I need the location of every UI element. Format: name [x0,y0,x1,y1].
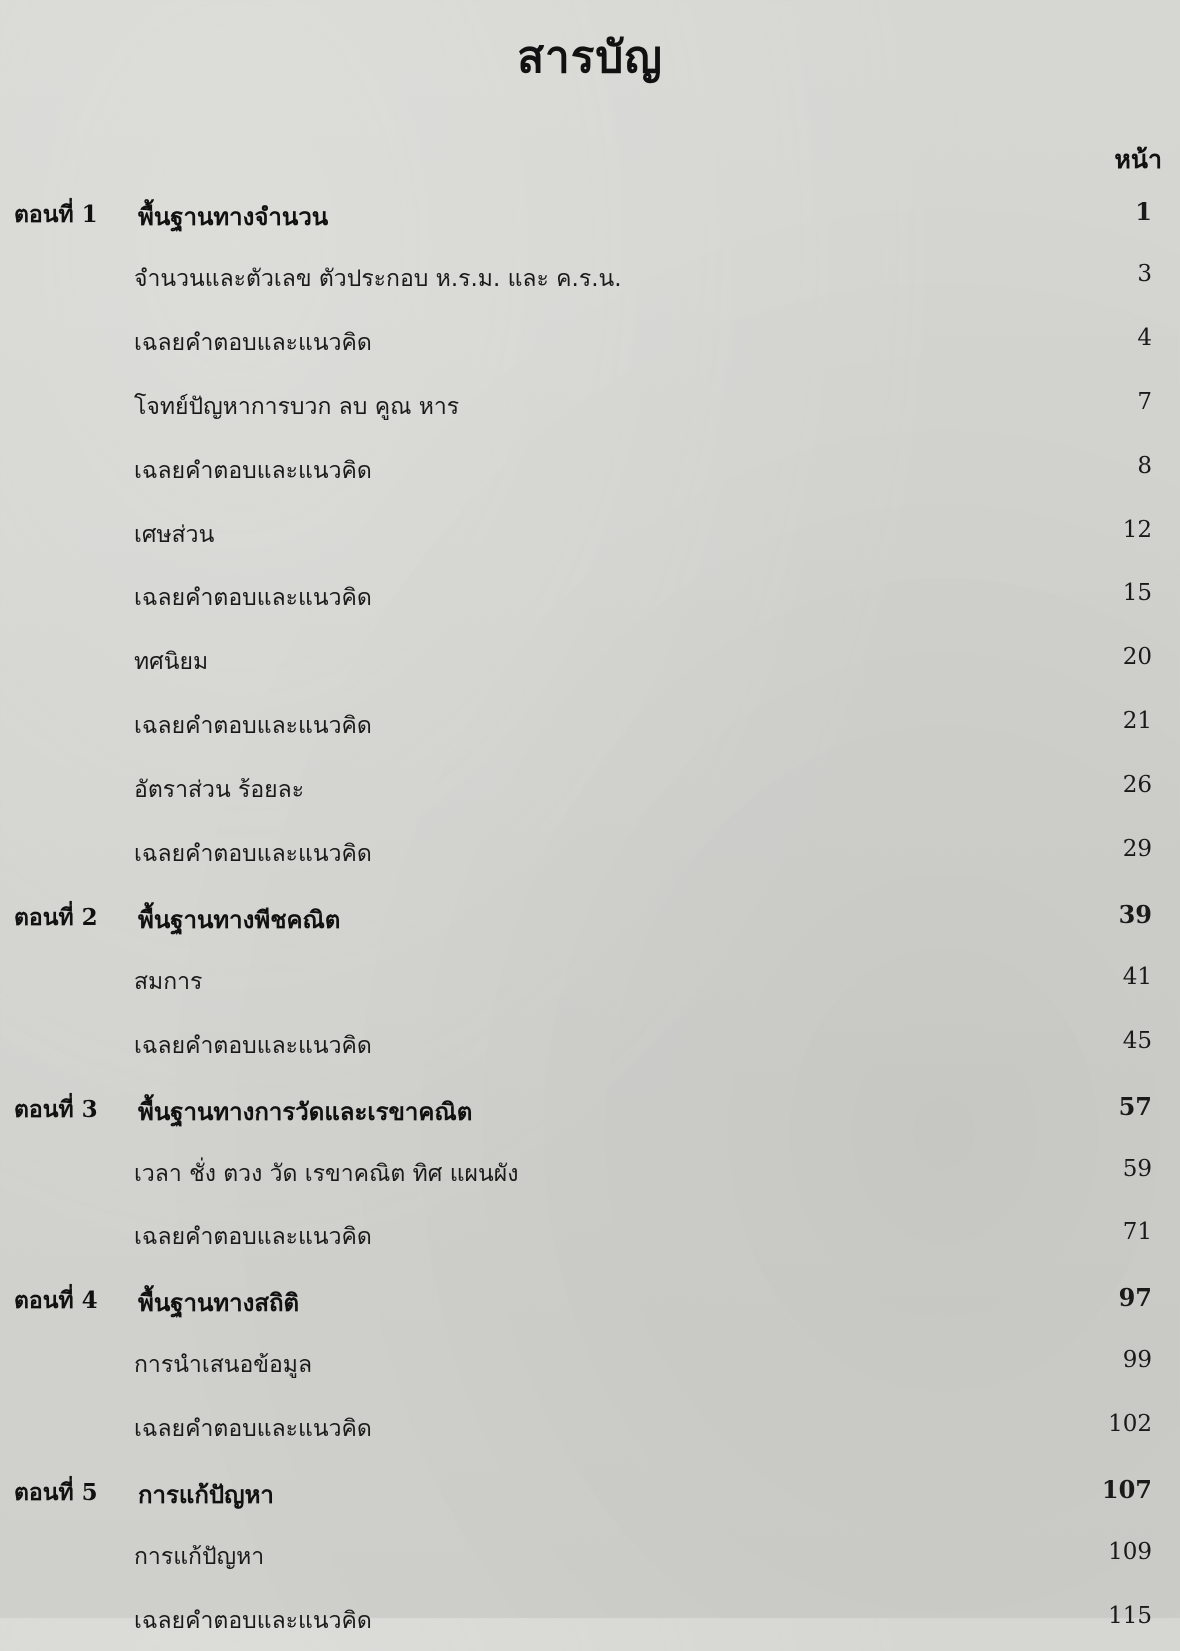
page-number: 1 [1135,197,1152,226]
toc-entry-row [0,389,1180,437]
toc-entry-row [0,325,1180,373]
toc-entry-row [0,1347,1180,1395]
page-number: 8 [1137,452,1152,479]
entry-title: เฉลยคำตอบและแนวคิด [134,1224,372,1251]
page-number: 97 [1118,1283,1152,1313]
page-number: 26 [1122,772,1152,799]
toc-entry-row [0,1411,1180,1459]
toc-entry-row [0,453,1180,501]
entry-title: การแก้ปัญหา [134,1543,265,1570]
toc-entry-row [0,1028,1180,1076]
part-label: ตอนที่ 4 [14,1287,98,1315]
page-number: 41 [1122,963,1152,990]
page-number: 109 [1108,1538,1152,1565]
page-number: 39 [1118,899,1152,929]
entry-title: เศษส่วน [134,521,215,548]
page-column-header: หน้า [1114,145,1162,174]
toc-entry-row [0,964,1180,1012]
toc-part-row [0,1283,1180,1331]
page-number: 29 [1122,836,1152,862]
entry-title: เฉลยคำตอบและแนวคิด [134,329,372,356]
page-title: สารบัญ [517,32,663,83]
entry-title: เฉลยคำตอบและแนวคิด [134,1607,372,1634]
page-number: 57 [1118,1091,1152,1121]
page-number: 71 [1122,1219,1152,1246]
toc-entry-row [0,580,1180,628]
toc-entry-row [0,261,1180,309]
part-label: ตอนที่ 1 [14,201,98,228]
entry-title: โจทย์ปัญหาการบวก ลบ คูณ หาร [134,393,460,420]
part-title: พื้นฐานทางการวัดและเรขาคณิต [138,1096,473,1126]
page-number: 107 [1101,1475,1152,1504]
part-title: การแก้ปัญหา [138,1480,274,1509]
toc-entry-row [0,772,1180,820]
entry-title: สมการ [134,968,203,995]
entry-title: เฉลยคำตอบและแนวคิด [134,1032,372,1059]
toc-entry-row [0,1539,1180,1587]
toc-entry-row [0,708,1180,756]
toc-part-row [0,1092,1180,1140]
toc-entry-row [0,644,1180,692]
entry-title: เฉลยคำตอบและแนวคิด [134,841,372,867]
page-number: 102 [1108,1411,1152,1438]
page-number: 59 [1122,1155,1152,1182]
part-title: พื้นฐานทางจำนวน [138,202,329,231]
page-number: 4 [1137,324,1152,351]
toc-entry-row [0,1219,1180,1267]
page-number: 15 [1122,580,1152,607]
entry-title: เฉลยคำตอบและแนวคิด [134,1416,372,1443]
entry-title: เฉลยคำตอบและแนวคิด [134,585,372,612]
entry-title: การนำเสนอข้อมูล [134,1352,313,1379]
entry-title: เวลา ชั่ง ตวง วัด เรขาคณิต ทิศ แผนผัง [134,1160,519,1187]
part-title: พื้นฐานทางสถิติ [138,1288,300,1318]
toc-entry-row [0,1156,1180,1204]
page-number: 45 [1122,1027,1152,1054]
toc-part-row [0,197,1180,245]
toc-entry-row [0,1603,1180,1651]
entry-title: อัตราส่วน ร้อยละ [134,777,305,804]
page-number: 21 [1122,708,1152,735]
page-number: 115 [1108,1602,1152,1629]
part-label: ตอนที่ 2 [14,903,98,931]
entry-title: ทศนิยม [134,649,209,676]
page-number: 20 [1122,644,1152,671]
part-label: ตอนที่ 3 [14,1095,98,1123]
entry-title: เฉลยคำตอบและแนวคิด [134,713,372,740]
toc-entry-row [0,836,1180,884]
page-number: 7 [1137,388,1152,415]
part-label: ตอนที่ 5 [14,1479,98,1506]
toc-part-row [0,900,1180,948]
entry-title: เฉลยคำตอบและแนวคิด [134,457,372,484]
part-title: พื้นฐานทางพีชคณิต [138,904,341,934]
page-number: 12 [1122,516,1152,543]
toc-part-row [0,1475,1180,1523]
page-number: 99 [1122,1347,1152,1374]
page-number: 3 [1137,260,1152,287]
toc-entry-row [0,517,1180,565]
entry-title: จำนวนและตัวเลข ตัวประกอบ ห.ร.ม. และ ค.ร.น. [134,265,622,292]
